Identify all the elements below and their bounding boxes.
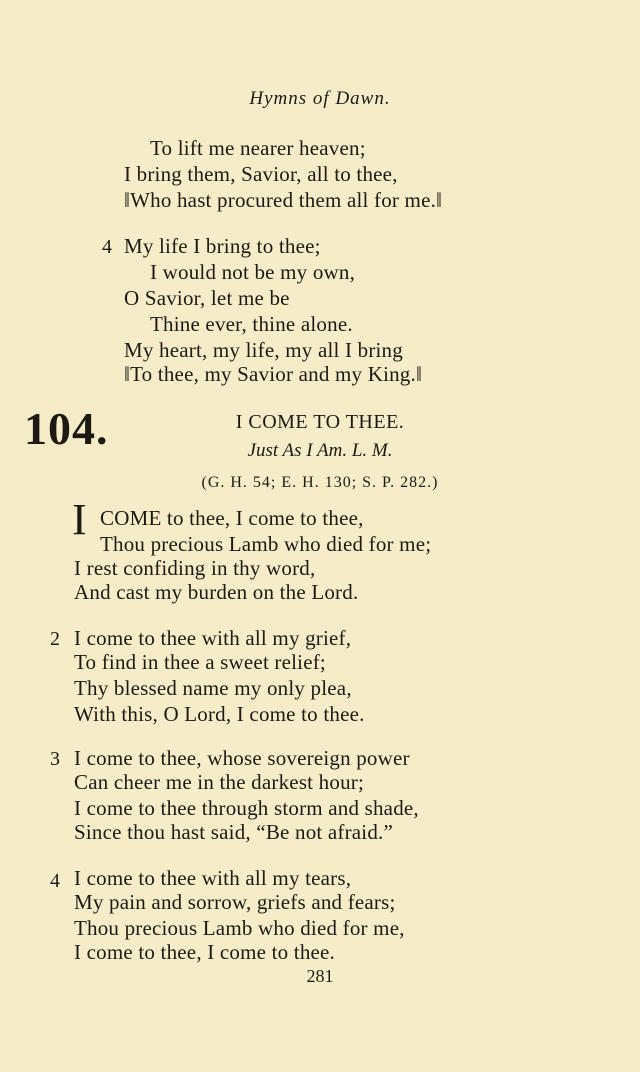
page-number: 281 (306, 966, 334, 986)
verse-3-line-4: Since thou hast said, “Be not afraid.” (74, 820, 394, 844)
hymn-title: I COME TO THEE. (235, 411, 405, 433)
verse-2-line-1: I come to thee with all my grief, (74, 626, 352, 650)
verse-4-number: 4 (50, 870, 60, 892)
verse-2-line-2: To find in thee a sweet relief; (74, 650, 326, 674)
tune-name: Just As I Am. L. M. (247, 440, 393, 461)
verse-3-line-1: I come to thee, whose sovereign power (74, 746, 410, 770)
prev-verse-4-line-5: My heart, my life, my all I bring (124, 338, 403, 362)
verse-4-line-3: Thou precious Lamb who died for me, (74, 916, 405, 940)
verse-2-line-3: Thy blessed name my only plea, (74, 676, 352, 700)
verse-4-line-1: I come to thee with all my tears, (74, 866, 352, 890)
verse-1-line-2: Thou precious Lamb who died for me; (100, 532, 432, 556)
prev-verse-4-line-2: I would not be my own, (150, 260, 356, 284)
prev-line-3: ‖Who hast procured them all for me.‖ (124, 188, 443, 212)
verse-1-line-4: And cast my burden on the Lord. (74, 580, 359, 604)
prev-verse-4-line-6: ‖To thee, my Savior and my King.‖ (124, 362, 423, 386)
prev-verse-4-number: 4 (102, 236, 112, 258)
running-header: Hymns of Dawn. (249, 88, 391, 109)
verse-2-line-4: With this, O Lord, I come to thee. (74, 702, 365, 726)
verse-1-line-3: I rest confiding in thy word, (74, 556, 316, 580)
prev-verse-4-line-4: Thine ever, thine alone. (150, 312, 353, 336)
prev-verse-4-line-1: My life I bring to thee; (124, 234, 321, 258)
verse-3-line-3: I come to thee through storm and shade, (74, 796, 419, 820)
prev-verse-4-line-3: O Savior, let me be (124, 286, 290, 310)
hymn-number: 104. (24, 403, 109, 454)
prev-line-1: To lift me nearer heaven; (150, 136, 366, 160)
verse-1-line-1: COME to thee, I come to thee, (100, 506, 364, 530)
verse-2-number: 2 (50, 628, 60, 650)
drop-cap: I (72, 495, 87, 544)
prev-line-2: I bring them, Savior, all to thee, (124, 162, 398, 186)
hymn-references: (G. H. 54; E. H. 130; S. P. 282.) (201, 474, 439, 491)
verse-4-line-4: I come to thee, I come to thee. (74, 940, 336, 964)
verse-4-line-2: My pain and sorrow, griefs and fears; (74, 890, 396, 914)
verse-3-number: 3 (50, 748, 60, 770)
verse-3-line-2: Can cheer me in the darkest hour; (74, 770, 364, 794)
